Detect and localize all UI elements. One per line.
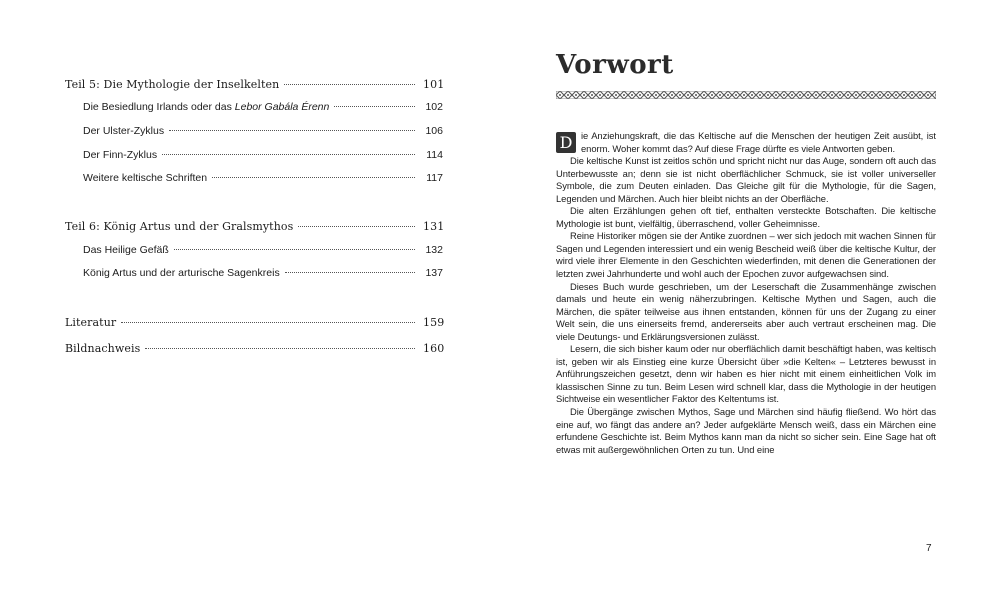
paragraph: Reine Historiker mögen sie der Antike zuordnen – wer sich jedoch mit wachen Sinnen für Sagen und Legenden interessiert und ein wenig Bescheid weiß über die keltische Kultur, der wird viele ihrer Elemente in den Geschichten wiederfinden, mit denen die Generationen der letzten zwei Jahrhunderte und wohl auch der Epochen zuvor aufgewachsen sind. — [556, 230, 936, 280]
toc-leader-dots — [169, 130, 415, 131]
page-number: 7 — [926, 543, 932, 554]
toc-entry-page: 160 — [423, 342, 445, 355]
toc-leader-dots — [298, 226, 415, 227]
toc-leader-dots — [285, 272, 415, 273]
toc-entry — [65, 243, 443, 257]
toc-entry-page: 137 — [425, 267, 443, 279]
toc-entry — [65, 78, 443, 92]
ornamental-border — [556, 91, 936, 99]
toc-entry — [65, 316, 443, 330]
toc-entry — [65, 266, 443, 280]
toc-entry-title: Bildnachweis — [65, 342, 141, 355]
paragraph: Die keltische Kunst ist zeitlos schön und spricht nicht nur das Auge, sondern oft auch das Unterbewusste an; denn sie ist nicht oberflächlicher Schmuck, sie ist voller universeller Symbole, die zum Deuten einladen. Das Gleiche gilt für die Mythologie, für die Sagen, Legenden und Märchen. Auch hier bleibt nichts an der Oberfläche. — [556, 155, 936, 204]
toc-entry-page: 117 — [426, 172, 443, 184]
toc-entry — [65, 124, 443, 138]
toc-leader-dots — [212, 177, 415, 178]
paragraph: Lesern, die sich bisher kaum oder nur oberflächlich damit beschäftigt haben, was keltisch ist, geben wir als Einstieg eine kurze Übersicht über »die Kelten« – Letzteres bewusst in Anführungszeichen gesetzt, denn wir haben es hier nicht mit einem einheitlichen Volk im klassischen Sinne zu tun. Beim Lesen wird schnell klar, dass die Mythologie in der heutigen Sichtweise ein wesentlicher Faktor des Keltentums ist. — [556, 343, 936, 405]
toc-entry — [65, 171, 443, 185]
toc-entry-title: Weitere keltische Schriften — [83, 172, 208, 184]
toc-entry-title: König Artus und der arturische Sagenkreis — [83, 267, 280, 279]
toc-entry-page: 101 — [423, 78, 445, 91]
toc-leader-dots — [121, 322, 415, 323]
toc-entry-title-italic: Lebor Gabála Érenn — [234, 101, 330, 113]
toc-entry-title: Teil 5: Die Mythologie der Inselkelten — [65, 78, 280, 91]
paragraph: Die alten Erzählungen gehen oft tief, enthalten versteckte Botschaften. Die keltische Mythologie ist bunt, vielfältig, überraschend, voller Geheimnisse. — [556, 205, 936, 229]
toc-entry-page: 106 — [425, 125, 443, 137]
paragraph: Dieses Buch wurde geschrieben, um der Leserschaft die Zusammenhänge zwischen damals und heute ein wenig näherzubringen. Keltische Mythen und Sagen, auch die Märchen, die später teilweise aus ihnen entstanden, können für uns der Zugang zu einer Welt sein, die uns einerseits fremd, andererseits aber auch vertraut erscheinen mag. Die viele Deutungs- und Erklärungsversionen zulässt. — [556, 280, 936, 342]
toc-leader-dots — [174, 249, 415, 250]
toc-entry — [65, 342, 443, 356]
paragraph: D ie Anziehungskraft, die das Keltische auf die Menschen der heutigen Zeit ausübt, ist enorm. Woher kommt das? Auf diese Frage dürfte es viele Antworten geben. — [556, 130, 936, 155]
toc-entry — [65, 100, 443, 114]
toc-entry — [65, 220, 443, 234]
dropcap-initial: D — [556, 132, 576, 153]
toc-entry-title: Teil 6: König Artus und der Gralsmythos — [65, 220, 294, 233]
toc-entry-page: 131 — [423, 220, 445, 233]
toc-entry-page: 132 — [425, 244, 443, 256]
toc-entry — [65, 148, 443, 162]
toc-entry-title: Der Ulster-Zyklus — [83, 125, 165, 137]
toc-entry-title: Literatur — [65, 316, 117, 329]
toc-entry-page: 102 — [425, 101, 443, 113]
toc-entry-title: Der Finn-Zyklus — [83, 149, 158, 161]
toc-leader-dots — [284, 84, 415, 85]
toc-leader-dots — [145, 348, 415, 349]
toc-leader-dots — [334, 106, 415, 107]
toc-entry-page: 114 — [426, 149, 443, 161]
toc-entry-page: 159 — [423, 316, 445, 329]
toc-entry-title: Die Besiedlung Irlands oder das Lebor Gabála Érenn — [83, 101, 330, 113]
paragraph: Die Übergänge zwischen Mythos, Sage und Märchen sind häufig fließend. Wo hört das eine auf, wo fängt das andere an? Jeder aufgeklärte Mensch weiß, dass ein Märchen eine erfundene Geschichte ist. Beim Mythos kann man da nicht so sicher sein. Eine Sage hat oft etwas mit außergewöhnlichen Orten zu tun. Und eine — [556, 406, 936, 455]
toc-leader-dots — [162, 154, 415, 155]
toc-entry-title: Das Heilige Gefäß — [83, 244, 169, 256]
chapter-body — [556, 130, 936, 456]
right-page — [500, 0, 1000, 600]
chapter-title: Vorwort — [556, 50, 674, 80]
